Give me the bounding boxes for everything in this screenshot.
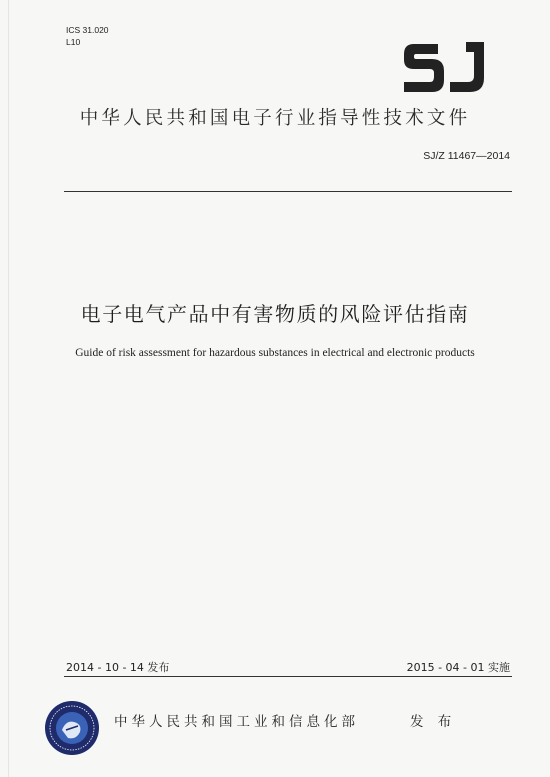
bottom-divider: [64, 676, 512, 677]
classification-codes: [66, 24, 109, 48]
sj-logo: [400, 38, 488, 96]
issue-label: 发 布: [410, 714, 457, 730]
top-divider: [64, 191, 512, 192]
ministry-seal-icon: [44, 700, 100, 756]
chinese-title: 电子电气产品中有害物质的风险评估指南: [80, 302, 470, 326]
organization-title: 中华人民共和国电子行业指导性技术文件: [79, 108, 471, 129]
logo-text: SJ: [400, 38, 401, 39]
document-number: SJ/Z 11467—2014: [423, 150, 510, 162]
ics-code: ICS 31.020: [66, 25, 109, 35]
effective-date: 2015 - 04 - 01 实施: [406, 661, 510, 674]
english-title: Guide of risk assessment for hazardous substances in electrical and electronic products: [75, 347, 475, 359]
class-code: L10: [66, 37, 81, 47]
issuing-authority: 中华人民共和国工业和信息化部: [114, 714, 359, 730]
publish-date: 2014 - 10 - 14 发布: [66, 661, 170, 674]
